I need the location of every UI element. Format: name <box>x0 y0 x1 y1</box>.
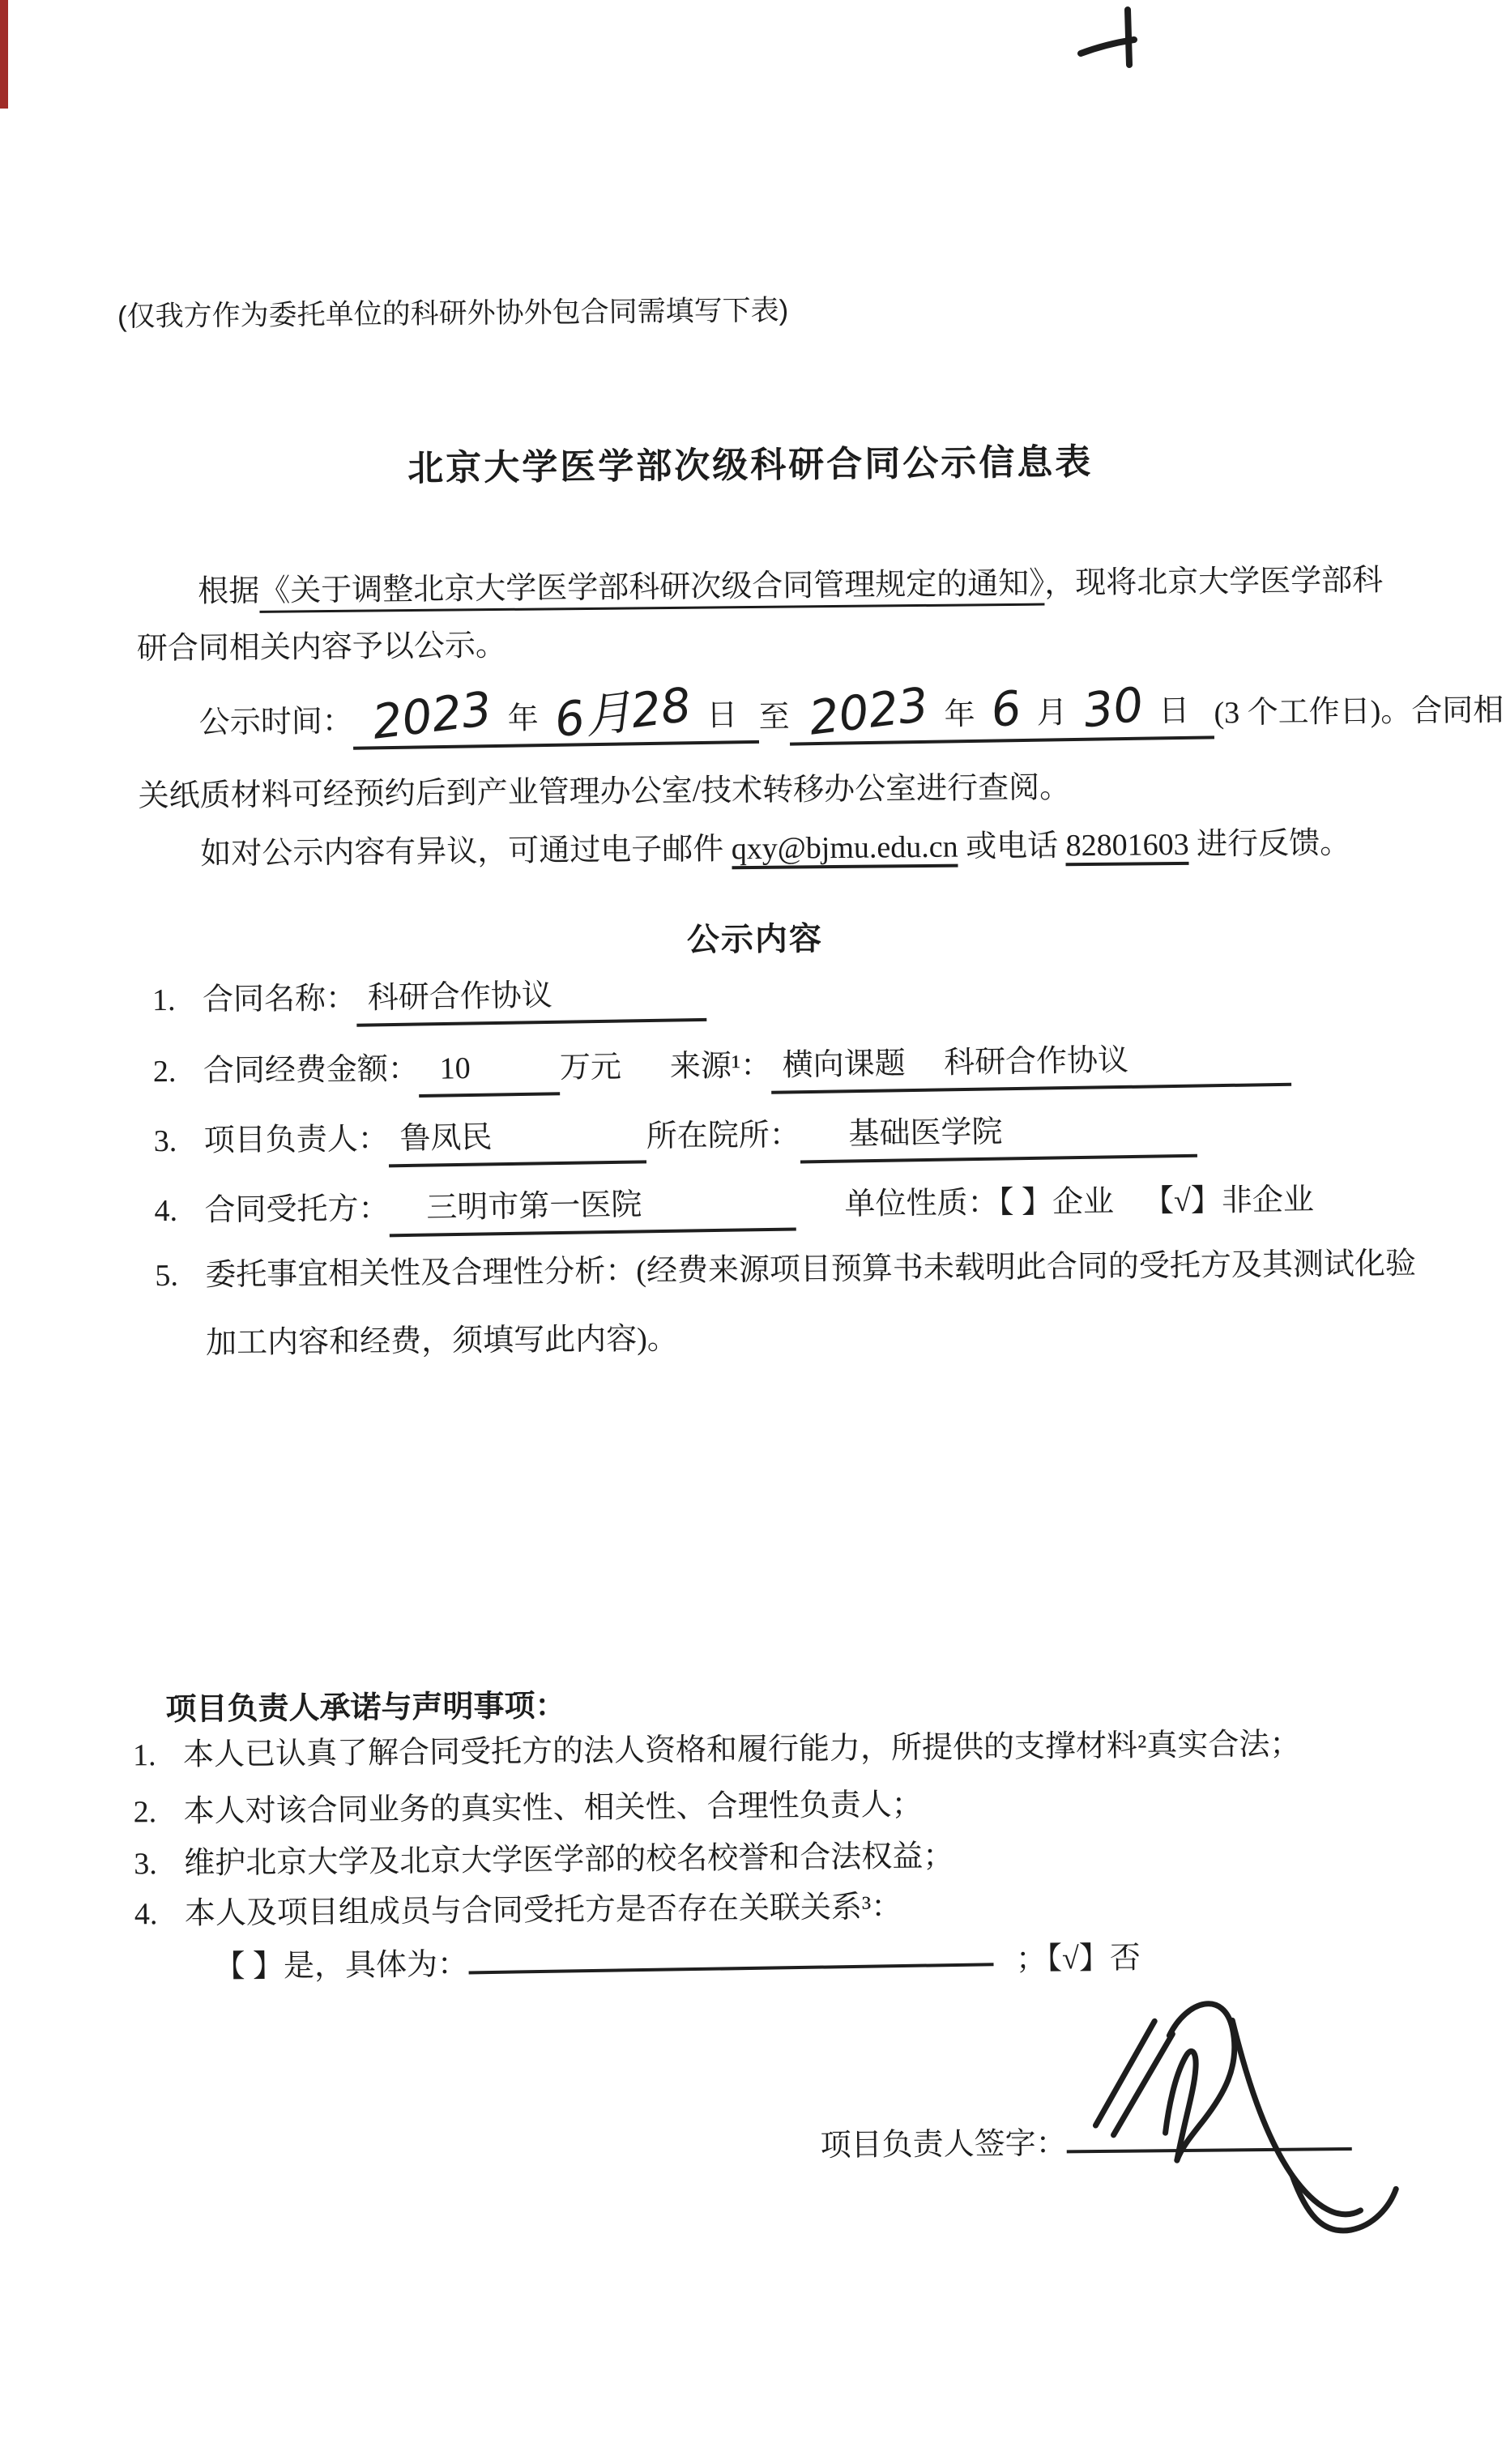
paragraph-indent <box>139 864 200 865</box>
feedback-mid: 或电话 <box>958 829 1066 864</box>
handwritten-signature <box>1070 1994 1413 2249</box>
related-detail-blank <box>468 1938 993 1974</box>
declaration-item-4 <box>134 1884 902 1938</box>
handwritten-to-day: 30 <box>1080 676 1146 739</box>
checkbox-no: 【√】否 <box>1046 1941 1141 1976</box>
intro-line-2: 研合同相关内容予以公示。 <box>136 628 507 667</box>
publicity-label: 公示时间： <box>198 704 353 740</box>
leader-name-value: 鲁凤民 <box>388 1112 646 1167</box>
day-unit: 日 <box>706 698 738 733</box>
list-item-contract-amount <box>153 1038 1291 1100</box>
content-section-heading: 公示内容 <box>686 921 824 958</box>
publicity-tail: (3 个工作日)。合同相 <box>1214 693 1504 731</box>
declaration-text: 本人对该合同业务的真实性、相关性、合理性负责人； <box>183 1788 923 1829</box>
handwritten-from-year: 2023 <box>369 680 495 750</box>
checkbox-yes: 【 】是，具体为： <box>214 1947 469 1984</box>
paragraph-indent <box>138 733 199 734</box>
item-label: 项目负责人： <box>203 1122 389 1158</box>
declaration-item-3 <box>134 1834 954 1888</box>
item-number: 5. <box>155 1258 179 1294</box>
list-item-contract-name <box>152 973 707 1030</box>
analysis-text-1: 委托事宜相关性及合理性分析：(经费来源项目预算书未载明此合同的受托方及其测试化验 <box>205 1247 1417 1293</box>
declaration-text: 本人已认真了解合同受托方的法人资格和履行能力，所提供的支撑材料²真实合法； <box>182 1727 1301 1772</box>
item-number: 3. <box>153 1123 177 1159</box>
item-label: 合同名称： <box>202 981 357 1017</box>
item-number: 1. <box>132 1738 156 1773</box>
declaration-text: 本人及项目组成员与合同受托方是否存在关联关系³： <box>184 1890 902 1931</box>
checkbox-enterprise: 【 】企业 <box>998 1184 1115 1221</box>
paragraph-indent <box>136 602 198 603</box>
top-note: (仅我方作为委托单位的科研外协外包合同需填写下表) <box>117 294 789 333</box>
intro-post: ，现将北京大学医学部科 <box>1044 563 1384 601</box>
item-number: 4. <box>134 1897 158 1932</box>
item-number: 4. <box>154 1193 178 1229</box>
publicity-period-line <box>138 676 1504 752</box>
separator: ； <box>1015 1942 1047 1976</box>
feedback-phone: 82801603 <box>1065 828 1188 866</box>
day-unit: 日 <box>1158 693 1190 729</box>
institute-value: 基础医学院 <box>800 1106 1197 1164</box>
feedback-pre: 如对公示内容有异议，可通过电子邮件 <box>200 832 732 872</box>
signature-label: 项目负责人签字： <box>820 2126 1067 2163</box>
year-unit: 年 <box>944 697 975 732</box>
item-label: 合同经费金额： <box>203 1051 420 1089</box>
list-item-analysis-line1 <box>155 1241 1416 1299</box>
publicity-wrap-line: 关纸质材料可经预约后到产业管理办公室/技术转移办公室进行查阅。 <box>138 770 1071 814</box>
declaration-heading: 项目负责人承诺与声明事项： <box>165 1689 566 1728</box>
intro-lead: 根据 <box>198 573 260 609</box>
checkbox-non-enterprise: 【√】非企业 <box>1142 1183 1315 1219</box>
publicity-from-blank <box>352 676 759 750</box>
declaration-text: 维护北京大学及北京大学医学部的校名校誉和合法权益； <box>184 1839 954 1881</box>
amount-value: 10 <box>418 1044 560 1098</box>
intro-line-1 <box>136 558 1384 616</box>
item-number: 1. <box>151 983 176 1018</box>
feedback-line <box>139 821 1350 878</box>
to-word: 至 <box>758 700 790 735</box>
publicity-to-blank <box>789 676 1214 746</box>
contract-name-value: 科研合作协议 <box>356 970 706 1027</box>
amount-unit: 万元 <box>559 1050 622 1085</box>
item-number: 2. <box>133 1795 157 1830</box>
contractor-value: 三明市第一医院 <box>389 1179 796 1237</box>
item-number: 3. <box>134 1847 157 1882</box>
declaration-item-1 <box>133 1722 1301 1780</box>
declaration-item-2 <box>133 1782 923 1835</box>
institute-label: 所在院所： <box>646 1118 800 1154</box>
item-number: 2. <box>152 1054 177 1089</box>
handwritten-to-year: 2023 <box>805 676 932 746</box>
handwritten-to-month: 6 <box>987 680 1024 739</box>
feedback-post: 进行反馈。 <box>1188 825 1351 862</box>
list-item-analysis-line2: 加工内容和经费，须填写此内容)。 <box>205 1321 678 1361</box>
year-unit: 年 <box>507 701 539 736</box>
list-item-project-leader <box>153 1109 1197 1170</box>
feedback-email: qxy@bjmu.edu.cn <box>732 830 958 870</box>
handwritten-from-month-day: 6月28 <box>551 676 694 748</box>
list-item-contractor <box>154 1177 1314 1239</box>
item-label: 合同受托方： <box>204 1192 390 1228</box>
related-relation-line <box>214 1935 1141 1990</box>
document-title: 北京大学医学部次级科研合同公示信息表 <box>407 441 1094 489</box>
entity-type-label: 单位性质： <box>844 1186 999 1221</box>
regulation-title: 《关于调整北京大学医学部科研次级合同管理规定的通知》 <box>259 566 1045 608</box>
month-unit: 月 <box>1036 696 1068 731</box>
source-label: 来源¹： <box>669 1048 772 1085</box>
source-value: 横向课题 科研合作协议 <box>771 1035 1291 1094</box>
